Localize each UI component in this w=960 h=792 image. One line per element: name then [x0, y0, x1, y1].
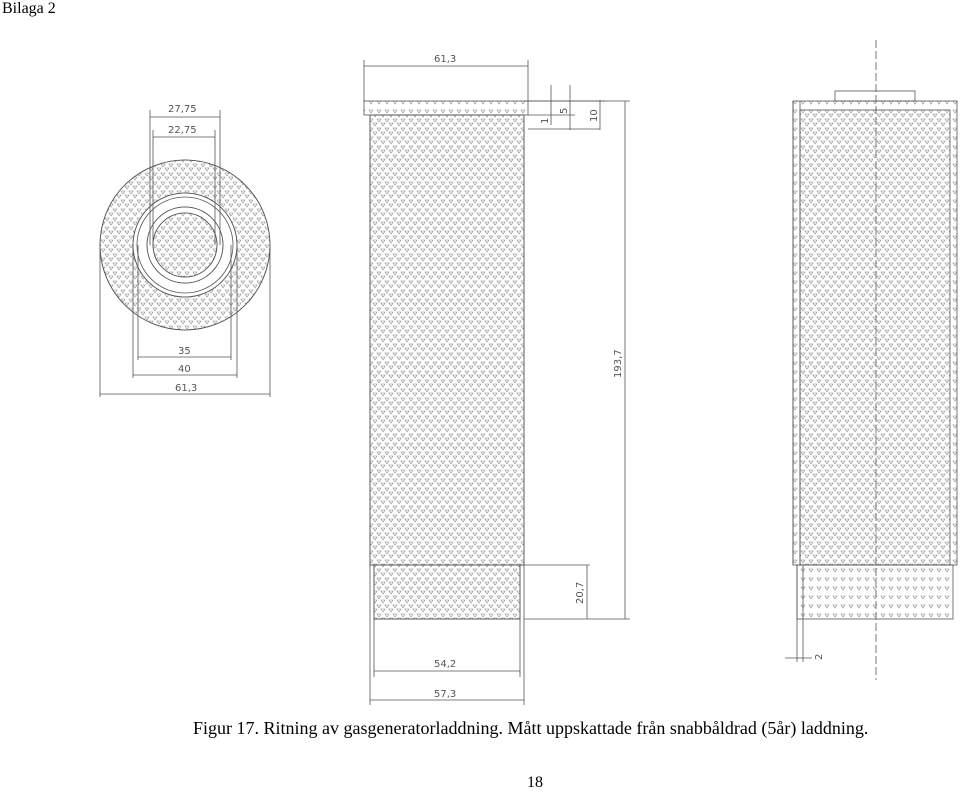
side-view	[364, 60, 630, 705]
dim-2: 2	[814, 653, 825, 660]
dim-20-7: 20,7	[575, 581, 586, 604]
dim-27-75: 27,75	[168, 104, 197, 115]
section-view	[785, 40, 957, 680]
dim-22-75: 22,75	[168, 125, 197, 136]
dim-35: 35	[178, 346, 191, 357]
dim-10: 10	[589, 109, 600, 122]
dim-61-3-width: 61,3	[434, 54, 457, 65]
page-number: 18	[527, 774, 543, 791]
dim-54-2: 54,2	[434, 659, 457, 670]
figure-caption: Figur 17. Ritning av gasgeneratorladdning. Mått uppskattade från snabbåldrad (5år) laddning.	[193, 718, 869, 738]
dim-61-3-diameter: 61,3	[175, 383, 198, 394]
dim-1: 1	[540, 117, 551, 124]
dim-193-7: 193,7	[613, 349, 624, 378]
dim-5: 5	[559, 107, 570, 114]
dim-40: 40	[178, 364, 191, 375]
dim-57-3: 57,3	[434, 689, 457, 700]
appendix-label: Bilaga 2	[2, 0, 56, 17]
